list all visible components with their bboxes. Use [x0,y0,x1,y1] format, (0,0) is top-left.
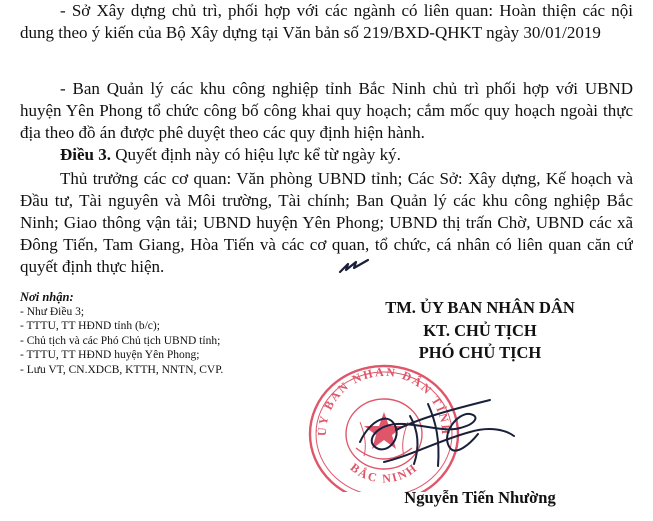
paragraph-construction-dept [20,0,633,66]
paragraph-text: Thủ trưởng các cơ quan: Văn phòng UBND tỉnh; Các Sở: Xây dựng, Kế hoạch và Đầu tư, Tài nguyên và Môi trường, Tài chính; Ban Quản lý các khu công nghiệp Bắc Ninh; Giao thông vận tải; UBND huyện Yên Phong; UBND thị trấn Chờ, UBND các xã Đông Tiến, Tam Giang, Hòa Tiến và các cơ quan, tổ chức, cá nhân có liên quan căn cứ quyết định thực hiện. [20,169,633,276]
paragraph-text: - Ban Quản lý các khu công nghiệp tỉnh Bắc Ninh chủ trì phối hợp với UBND huyện Yên Phong tổ chức công bố công khai quy hoạch; cắm mốc quy hoạch ngoài thực địa theo đồ án được phê duyệt theo các quy định hiện hành. [20,79,633,142]
stamp-top-text: ỦY BAN NHÂN DÂN TỈNH [314,364,454,437]
signature-authority-line: TM. ỦY BAN NHÂN DÂN [385,298,575,317]
article-3-paragraph [20,144,633,166]
recipient-item: - TTTU, TT HĐND tỉnh (b/c); [20,320,160,333]
signature-position-line: PHÓ CHỦ TỊCH [418,343,542,362]
paragraph-industrial-zones-board [20,78,633,144]
end-mark-icon [338,258,372,276]
recipient-item: - Chủ tịch và các Phó Chủ tịch UBND tỉnh; [20,334,221,347]
recipient-item: - Lưu VT, CN.XDCB, KTTH, NNTN, CVP. [20,363,224,376]
article-3-text: Quyết định này có hiệu lực kể từ ngày ký. [111,145,401,164]
paragraph-text: - Sở Xây dựng chủ trì, phối hợp với các ngành có liên quan: Hoàn thiện các nội dung theo ý kiến của Bộ Xây dựng tại Văn bản số 219/BXD-QHKT ngày 30/01/2019 [20,1,633,42]
handwritten-signature [300,370,530,480]
paragraph-responsible-agencies [20,168,633,278]
stamp-bottom-text: BẮC NINH [347,460,421,486]
recipient-item: - Như Điều 3; [20,306,85,318]
signer-name: Nguyễn Tiến Nhường [404,488,556,507]
article-3-label: Điều 3. [60,145,111,164]
recipients-title: Nơi nhận: [20,290,74,304]
recipient-item: - TTTU, TT HĐND huyện Yên Phong; [20,349,200,362]
recipients-list [20,290,320,377]
signature-role-line: KT. CHỦ TỊCH [423,321,537,340]
